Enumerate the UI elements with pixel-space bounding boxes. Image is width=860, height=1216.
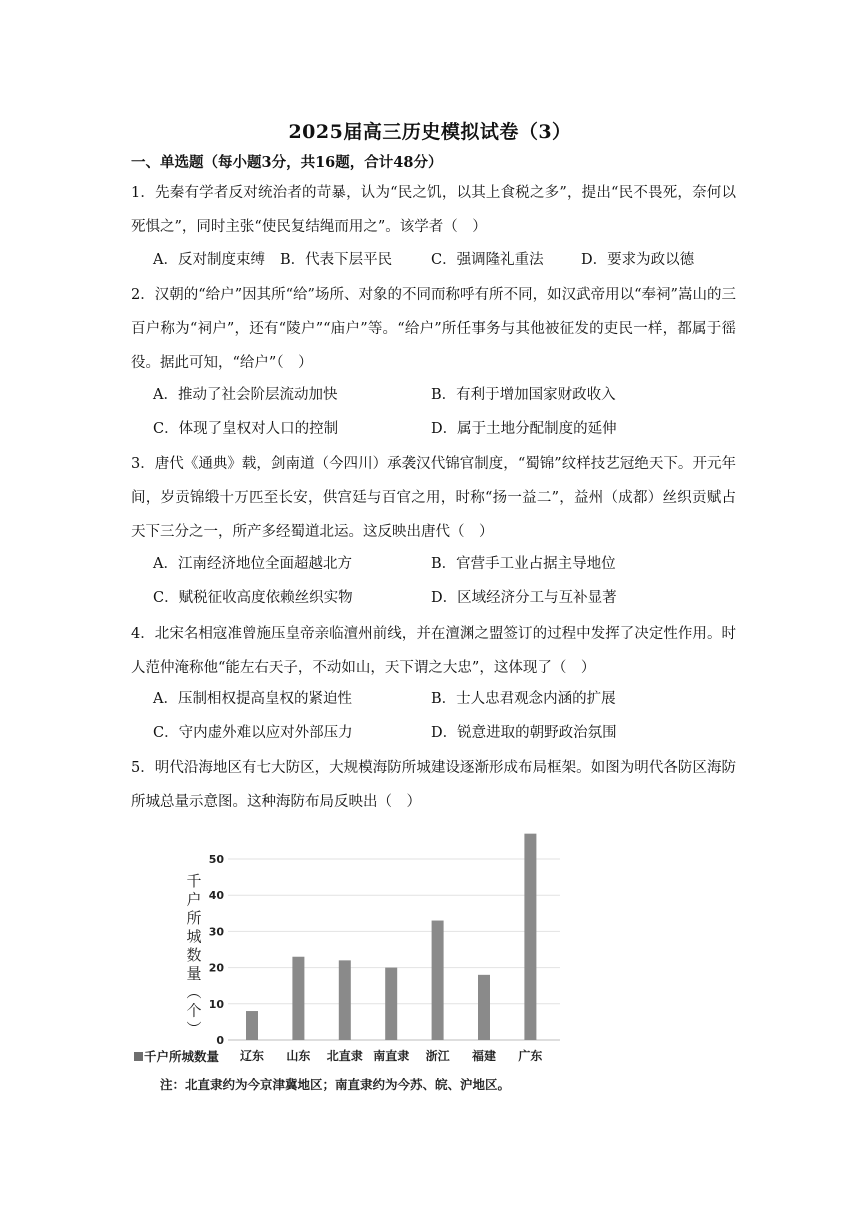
question-4-stem: 4．北宋名相寇准曾施压皇帝亲临澶州前线，并在澶渊之盟签订的过程中发挥了决定性作用。时人范仲淹称他“能左右天子，不动如山，天下谓之大忠”，这体现了（ ） bbox=[131, 626, 736, 676]
y-tick-label: 10 bbox=[208, 997, 224, 1011]
chart-note: 注：北直隶约为今京津冀地区；南直隶约为今苏、皖、沪地区。 bbox=[160, 1077, 511, 1092]
question-2-option-b: B．有利于增加国家财政收入 bbox=[431, 387, 616, 403]
bar-福建 bbox=[478, 975, 490, 1040]
question-2-stem: 2．汉朝的“给户”因其所“给”场所、对象的不同而称呼有所不同，如汉武帝用以“奉祠”嵩山的三百户称为“祠户”，还有“陵户”“庙户”等。“给户”所任事务与其他被征发的吏民一样，都属于徭役。据此可知，“给户”（ ） bbox=[131, 287, 736, 371]
x-tick-label: 浙江 bbox=[425, 1049, 450, 1063]
question-4-option-a: A．压制相权提高皇权的紧迫性 bbox=[153, 691, 352, 707]
question-3-option-c: C．赋税征收高度依赖丝织实物 bbox=[153, 590, 353, 606]
legend-swatch bbox=[134, 1052, 143, 1061]
y-tick-label: 40 bbox=[208, 889, 224, 903]
x-tick-label: 广东 bbox=[518, 1049, 543, 1063]
question-1-option-c: C．强调隆礼重法 bbox=[431, 252, 544, 268]
question-3-option-d: D．区域经济分工与互补显著 bbox=[431, 590, 617, 606]
question-3-option-b: B．官营手工业占据主导地位 bbox=[431, 556, 616, 572]
question-5-stem: 5．明代沿海地区有七大防区，大规模海防所城建设逐渐形成布局框架。如图为明代各防区海防所城总量示意图。这种海防布局反映出（ ） bbox=[131, 760, 736, 810]
bar-山东 bbox=[292, 957, 304, 1040]
bar-广东 bbox=[524, 834, 536, 1040]
question-2-option-a: A．推动了社会阶层流动加快 bbox=[153, 387, 338, 403]
x-tick-label: 南直隶 bbox=[373, 1049, 410, 1063]
y-tick-label: 0 bbox=[216, 1034, 224, 1047]
question-1-option-b: B．代表下层平民 bbox=[280, 252, 393, 268]
y-tick-label: 20 bbox=[208, 961, 224, 975]
bar-南直隶 bbox=[385, 968, 397, 1040]
page-title: 2025届高三历史模拟试卷（3） bbox=[288, 121, 572, 143]
question-4-option-b: B．士人忠君观念内涵的扩展 bbox=[431, 691, 616, 707]
bar-浙江 bbox=[432, 921, 444, 1040]
y-tick-label: 50 bbox=[208, 853, 224, 866]
x-tick-label: 山东 bbox=[286, 1049, 311, 1063]
question-1-option-a: A．反对制度束缚 bbox=[153, 252, 265, 268]
question-3-option-a: A．江南经济地位全面超越北方 bbox=[153, 556, 352, 572]
legend-label: 千户所城数量 bbox=[144, 1049, 220, 1064]
bar-chart bbox=[120, 820, 600, 1110]
question-2-option-d: D．属于土地分配制度的延伸 bbox=[431, 421, 617, 437]
x-tick-label: 北直隶 bbox=[326, 1049, 363, 1063]
y-tick-label: 30 bbox=[208, 925, 224, 939]
y-axis-label: 千户所城数量︵个︶ bbox=[186, 872, 202, 1038]
question-4-option-c: C．守内虚外难以应对外部压力 bbox=[153, 725, 353, 741]
question-1-stem: 1．先秦有学者反对统治者的苛暴，认为“民之饥，以其上食税之多”，提出“民不畏死，奈何以死惧之”，同时主张“使民复结绳而用之”。该学者（ ） bbox=[131, 185, 736, 235]
bar-北直隶 bbox=[339, 960, 351, 1040]
x-tick-label: 福建 bbox=[471, 1049, 497, 1063]
section-heading: 一、单选题（每小题3分，共16题，合计48分） bbox=[131, 154, 443, 171]
question-1-option-d: D．要求为政以德 bbox=[581, 252, 695, 268]
bar-辽东 bbox=[246, 1011, 258, 1040]
x-tick-label: 辽东 bbox=[239, 1049, 265, 1063]
question-4-option-d: D．锐意进取的朝野政治氛围 bbox=[431, 725, 617, 741]
question-2-option-c: C．体现了皇权对人口的控制 bbox=[153, 421, 339, 437]
question-3-stem: 3．唐代《通典》载，剑南道（今四川）承袭汉代锦官制度，“蜀锦”纹样技艺冠绝天下。开元年间，岁贡锦缎十万匹至长安，供宫廷与百官之用，时称“扬一益二”，益州（成都）丝织贡赋占天下三分之一，所产多经蜀道北运。这反映出唐代（ ） bbox=[131, 456, 736, 540]
